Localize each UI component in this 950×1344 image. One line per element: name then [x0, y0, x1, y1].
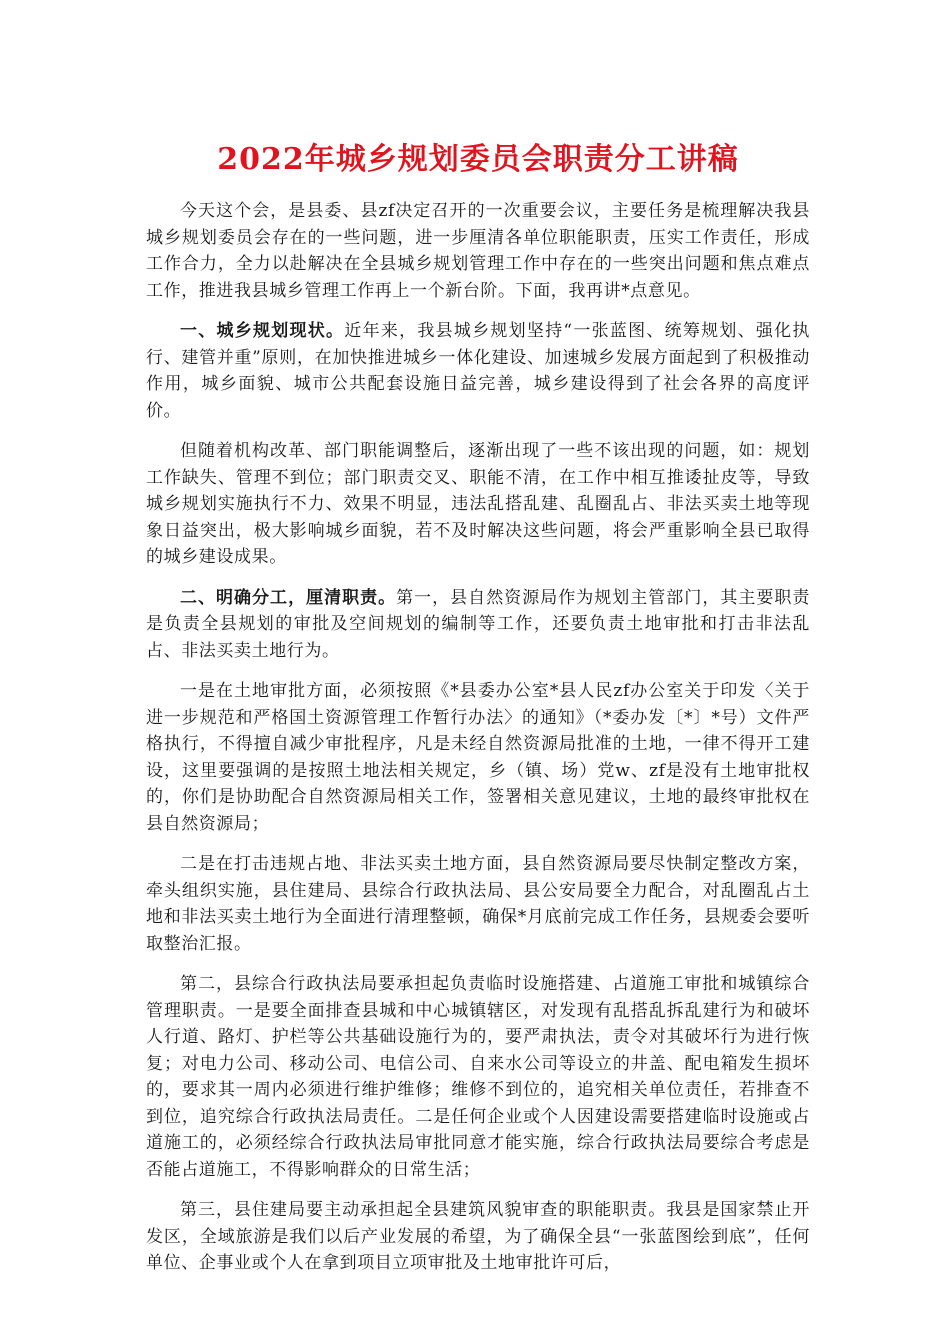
paragraph-text: 第一，县自然资源局作为规划主管部门，其主要职责是负责全县规划的审批及空间规划的编制等工作，还要负责土地审批和打击非法乱占、非法买卖土地行为。	[146, 587, 810, 661]
paragraph-housing-bureau	[146, 1197, 810, 1277]
paragraph-text: 一是在土地审批方面，必须按照《*县委办公室*县人民zf办公室关于印发〈关于进一步规范和严格国土资源管理工作暂行办法〉的通知》（*委办发〔*〕*号）文件严格执行，不得擅自减少审批程序，凡是未经自然资源局批准的土地，一律不得开工建设，这里要强调的是按照土地法相关规定，乡（镇、场）党w、zf是没有土地审批权的，你们是协助配合自然资源局相关工作，签署相关意见建议，土地的最终审批权在县自然资源局；	[146, 681, 810, 834]
paragraph-text: 第二，县综合行政执法局要承担起负责临时设施搭建、占道施工审批和城镇综合管理职责。一是要全面排查县城和中心城镇辖区，对发现有乱搭乱拆乱建行为和破坏人行道、路灯、护栏等公共基础设施行为的，要严肃执法，责令对其破坏行为进行恢复；对电力公司、移动公司、电信公司、自来水公司等设立的井盖、配电箱发生损坏的，要求其一周内必须进行维护维修；维修不到位的，追究相关单位责任，若排查不到位，追究综合行政执法局责任。二是任何企业或个人因建设需要搭建临时设施或占道施工的，必须经综合行政执法局审批同意才能实施，综合行政执法局要综合考虑是否能占道施工，不得影响群众的日常生活；	[146, 974, 810, 1180]
paragraph-intro	[146, 198, 810, 304]
paragraph-text: 但随着机构改革、部门职能调整后，逐渐出现了一些不该出现的问题，如：规划工作缺失、管理不到位；部门职责交叉、职能不清，在工作中相互推诿扯皮等，导致城乡规划实施执行不力、效果不明显，违法乱搭乱建、乱圈乱占、非法买卖土地等现象日益突出，极大影响城乡面貌，若不及时解决这些问题，将会严重影响全县已取得的城乡建设成果。	[146, 441, 810, 567]
paragraph-text: 第三，县住建局要主动承担起全县建筑风貌审查的职能职责。我县是国家禁止开发区，全域旅游是我们以后产业发展的希望，为了确保全县“一张蓝图绘到底”，任何单位、企事业或个人在拿到项目立项审批及土地审批许可后，	[146, 1200, 810, 1273]
paragraph-section-1	[146, 318, 810, 424]
document-page	[146, 140, 810, 1291]
paragraph-text: 近年来，我县城乡规划坚持“一张蓝图、统筹规划、强化执行、建管并重”原则，在加快推进城乡一体化建设、加速城乡发展方面起到了积极推动作用，城乡面貌、城市公共配套设施日益完善，城乡建设得到了社会各界的高度评价。	[146, 321, 810, 421]
paragraph-section-2	[146, 585, 810, 665]
paragraph-law-enforcement-bureau	[146, 971, 810, 1183]
paragraph-text: 今天这个会，是县委、县zf决定召开的一次重要会议，主要任务是梳理解决我县城乡规划委员会存在的一些问题，进一步厘清各单位职能职责，压实工作责任，形成工作合力，全力以赴解决在全县城乡规划管理工作中存在的一些突出问题和焦点难点工作，推进我县城乡管理工作再上一个新台阶。下面，我再讲*点意见。	[146, 201, 810, 301]
document-title: 2022年城乡规划委员会职责分工讲稿	[217, 142, 739, 177]
paragraph-land-enforcement	[146, 851, 810, 957]
section-heading: 一、城乡规划现状。	[180, 321, 345, 341]
paragraph-land-approval	[146, 678, 810, 837]
paragraph-problems	[146, 438, 810, 571]
paragraph-text: 二是在打击违规占地、非法买卖土地方面，县自然资源局要尽快制定整改方案，牵头组织实施，县住建局、县综合行政执法局、县公安局要全力配合，对乱圈乱占土地和非法买卖土地行为全面进行清理整顿，确保*月底前完成工作任务，县规委会要听取整治汇报。	[146, 854, 810, 954]
section-heading: 二、明确分工，厘清职责。	[180, 587, 397, 608]
